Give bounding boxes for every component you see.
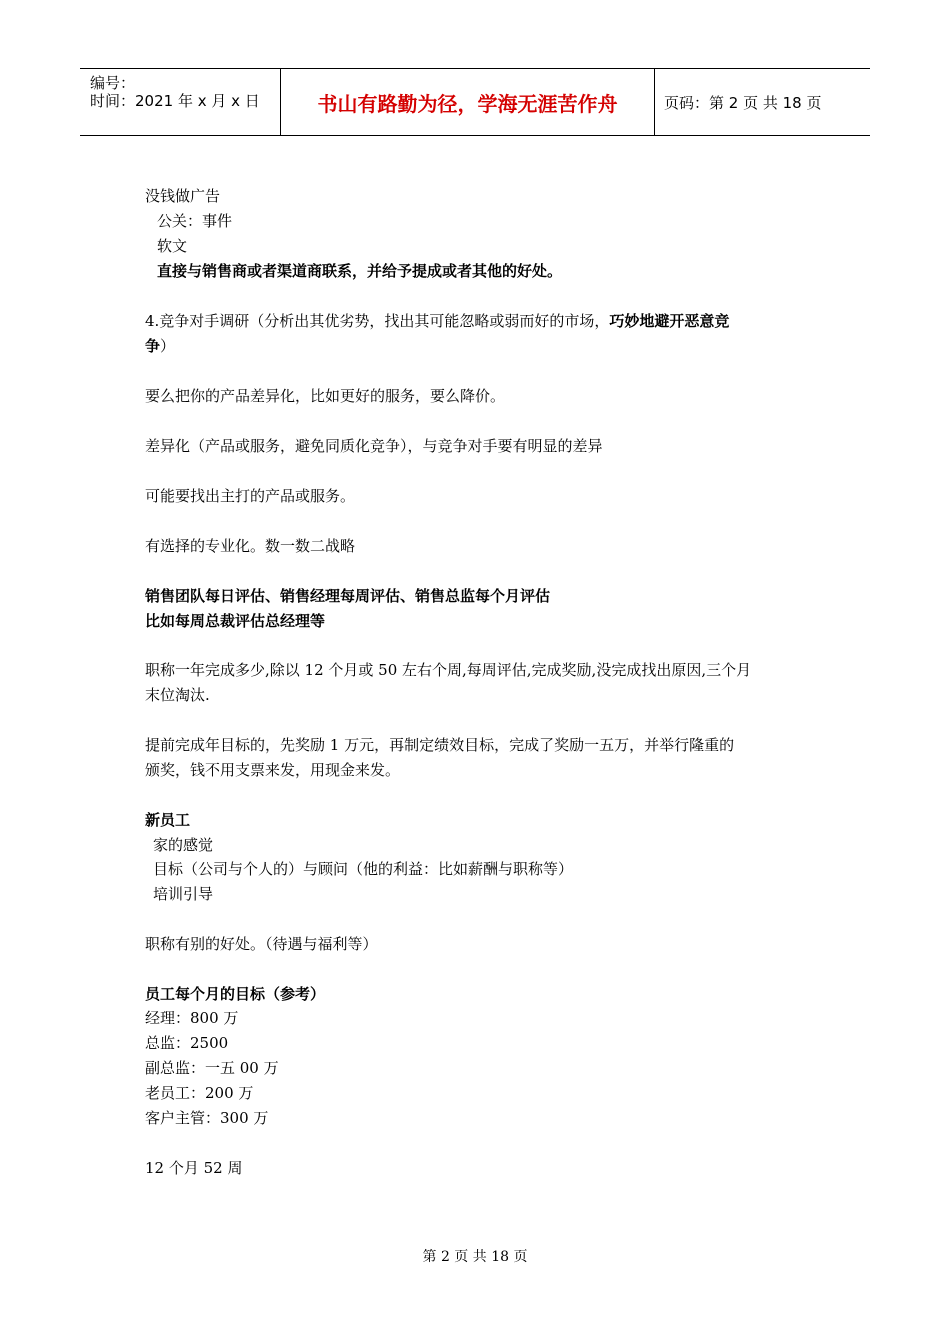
header-info-cell xyxy=(80,69,281,135)
page-footer: 第 2 页 共 18 页 xyxy=(422,1249,528,1265)
header-table xyxy=(80,68,870,136)
bold-line: 销售团队每日评估、销售经理每周评估、销售总监每个月评估 xyxy=(145,587,551,605)
text-line: 公关：事件 xyxy=(157,212,233,230)
text-line: 副总监：一五 00 万 xyxy=(145,1059,279,1077)
text-line: 客户主管：300 万 xyxy=(145,1109,269,1127)
motto: 书山有路勤为径，学海无涯苦作舟 xyxy=(281,69,655,135)
text-line xyxy=(145,336,175,356)
text-line: 12 个月 52 周 xyxy=(145,1159,243,1177)
text-line: 职称一年完成多少,除以 12 个月或 50 左右个周,每周评估,完成奖励,没完成找出原因,三个月 xyxy=(145,661,752,679)
page-info: 页码：第 2 页 共 18 页 xyxy=(664,93,822,112)
text-line: 经理：800 万 xyxy=(145,1009,239,1027)
text-span: ） xyxy=(160,337,176,355)
text-line: 末位淘汰. xyxy=(145,686,210,704)
text-line: 总监：2500 xyxy=(145,1034,229,1052)
text-line: 职称有别的好处。（待遇与福利等） xyxy=(145,935,378,953)
text-line: 目标（公司与个人的）与顾问（他的利益：比如薪酬与职称等） xyxy=(153,860,574,878)
text-line: 家的感觉 xyxy=(153,836,214,854)
bold-line: 比如每周总裁评估总经理等 xyxy=(145,612,326,630)
bold-span: 争 xyxy=(145,337,161,355)
text-line: 培训引导 xyxy=(153,885,214,903)
text-line: 颁奖，钱不用支票来发，用现金来发。 xyxy=(145,761,401,779)
text-line: 要么把你的产品差异化，比如更好的服务，要么降价。 xyxy=(145,387,506,405)
text-span: 4.竞争对手调研（分析出其优劣势，找出其可能忽略或弱而好的市场， xyxy=(145,312,610,330)
section-heading: 员工每个月的目标（参考） xyxy=(145,985,326,1003)
bold-span: 巧妙地避开恶意竞 xyxy=(609,312,730,330)
text-line: 有选择的专业化。数一数二战略 xyxy=(145,537,356,555)
number-label: 编号： xyxy=(90,74,136,92)
date-label: 时间：2021 年 x 月 x 日 xyxy=(90,92,260,110)
text-line: 软文 xyxy=(157,237,188,255)
text-line: 老员工：200 万 xyxy=(145,1084,254,1102)
text-line: 没钱做广告 xyxy=(145,187,221,205)
text-line: 可能要找出主打的产品或服务。 xyxy=(145,487,356,505)
section-heading: 新员工 xyxy=(145,811,191,829)
text-line xyxy=(145,311,729,331)
text-line: 差异化（产品或服务，避免同质化竞争），与竞争对手要有明显的差异 xyxy=(145,437,603,455)
bold-line: 直接与销售商或者渠道商联系，并给予提成或者其他的好处。 xyxy=(157,262,563,280)
text-line: 提前完成年目标的，先奖励 1 万元，再制定绩效目标，完成了奖励一五万，并举行隆重的 xyxy=(145,736,735,754)
